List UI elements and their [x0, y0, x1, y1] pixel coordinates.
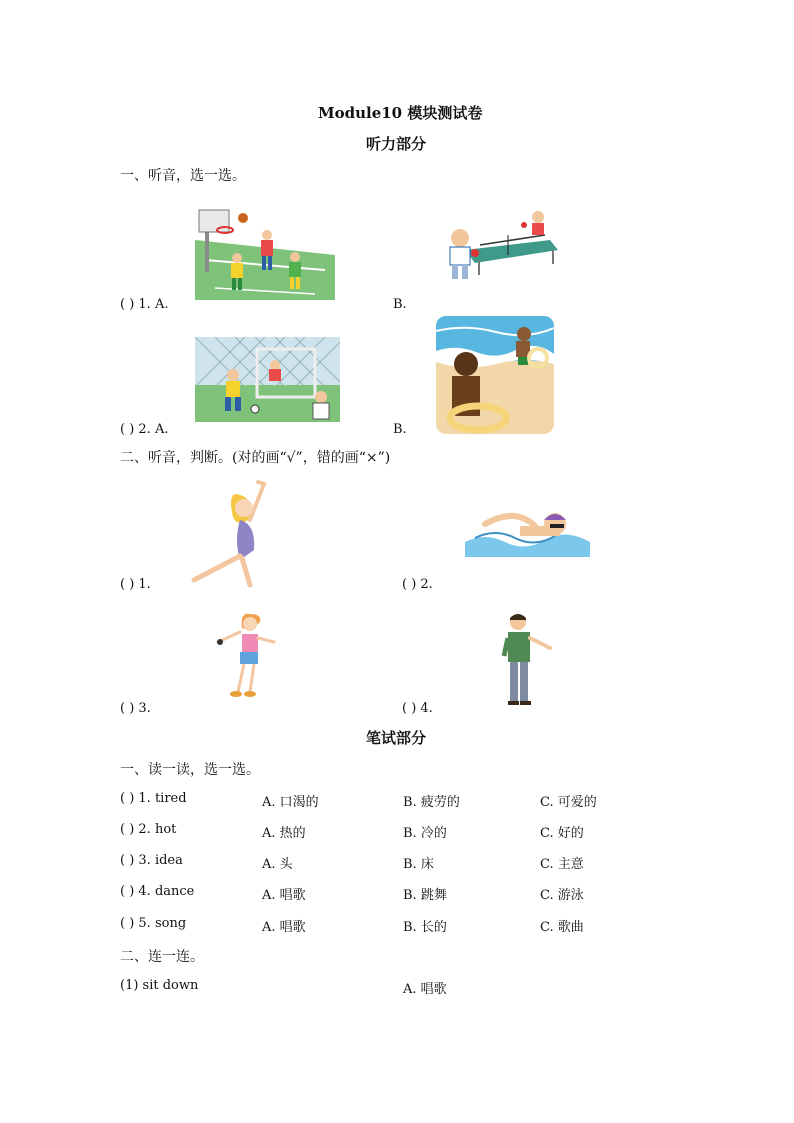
vocab-option-c: C. 好的 [540, 826, 584, 841]
vocab-option-a: A. 热的 [262, 826, 306, 841]
vocab-option-a: A. 唱歌 [262, 920, 306, 935]
vocab-option-b: B. 跳舞 [403, 888, 447, 903]
vocab-option-b: B. 冷的 [403, 826, 447, 841]
writing-part1-heading: 一、读一读，选一选。 [120, 762, 260, 778]
match-right-item: A. 唱歌 [403, 982, 447, 997]
vocab-option-c: C. 游泳 [540, 888, 584, 903]
vocab-question: ( ) 1. tired [120, 791, 187, 806]
vocab-question: ( ) 2. hot [120, 822, 177, 837]
dancing-girl-picture [190, 480, 280, 590]
vocab-option-a: A. 唱歌 [262, 888, 306, 903]
match-left-item: (1) sit down [120, 978, 199, 993]
vocab-option-c: C. 主意 [540, 857, 584, 872]
page-title: Module10 模块测试卷 [318, 104, 483, 122]
vocab-option-a: A. 头 [262, 857, 293, 872]
basketball-picture [195, 200, 335, 300]
listening-part2-heading: 二、听音，判断。(对的画“√”，错的画“×”) [120, 450, 391, 466]
vocab-question: ( ) 4. dance [120, 884, 195, 899]
listening-part1-row1-label: ( ) 1. A. [120, 297, 169, 312]
football-picture [195, 337, 340, 422]
vocab-question: ( ) 5. song [120, 916, 187, 931]
listening-part2-item1: ( ) 1. [120, 577, 151, 592]
listening-part1-row1-option-b: B. [393, 297, 407, 312]
listening-part1-heading: 一、听音，选一选。 [120, 168, 246, 184]
listening-part2-item4: ( ) 4. [402, 701, 433, 716]
vocab-option-b: B. 床 [403, 857, 434, 872]
beach-picture [436, 316, 554, 434]
listening-part2-item2: ( ) 2. [402, 577, 433, 592]
vocab-option-a: A. 口渴的 [262, 795, 319, 810]
listening-part2-item3: ( ) 3. [120, 701, 151, 716]
singing-girl-picture [210, 612, 280, 700]
vocab-option-c: C. 可爱的 [540, 795, 597, 810]
man-picture [498, 612, 553, 708]
vocab-option-b: B. 疲劳的 [403, 795, 460, 810]
listening-section-title: 听力部分 [366, 135, 427, 153]
vocab-option-b: B. 长的 [403, 920, 447, 935]
listening-part1-row2-label: ( ) 2. A. [120, 422, 169, 437]
listening-part1-row2-option-b: B. [393, 422, 407, 437]
writing-part2-heading: 二、连一连。 [120, 949, 204, 965]
ping-pong-picture [440, 205, 560, 285]
writing-section-title: 笔试部分 [366, 729, 427, 747]
vocab-option-c: C. 歌曲 [540, 920, 584, 935]
vocab-question: ( ) 3. idea [120, 853, 183, 868]
swimmer-picture [465, 502, 590, 557]
